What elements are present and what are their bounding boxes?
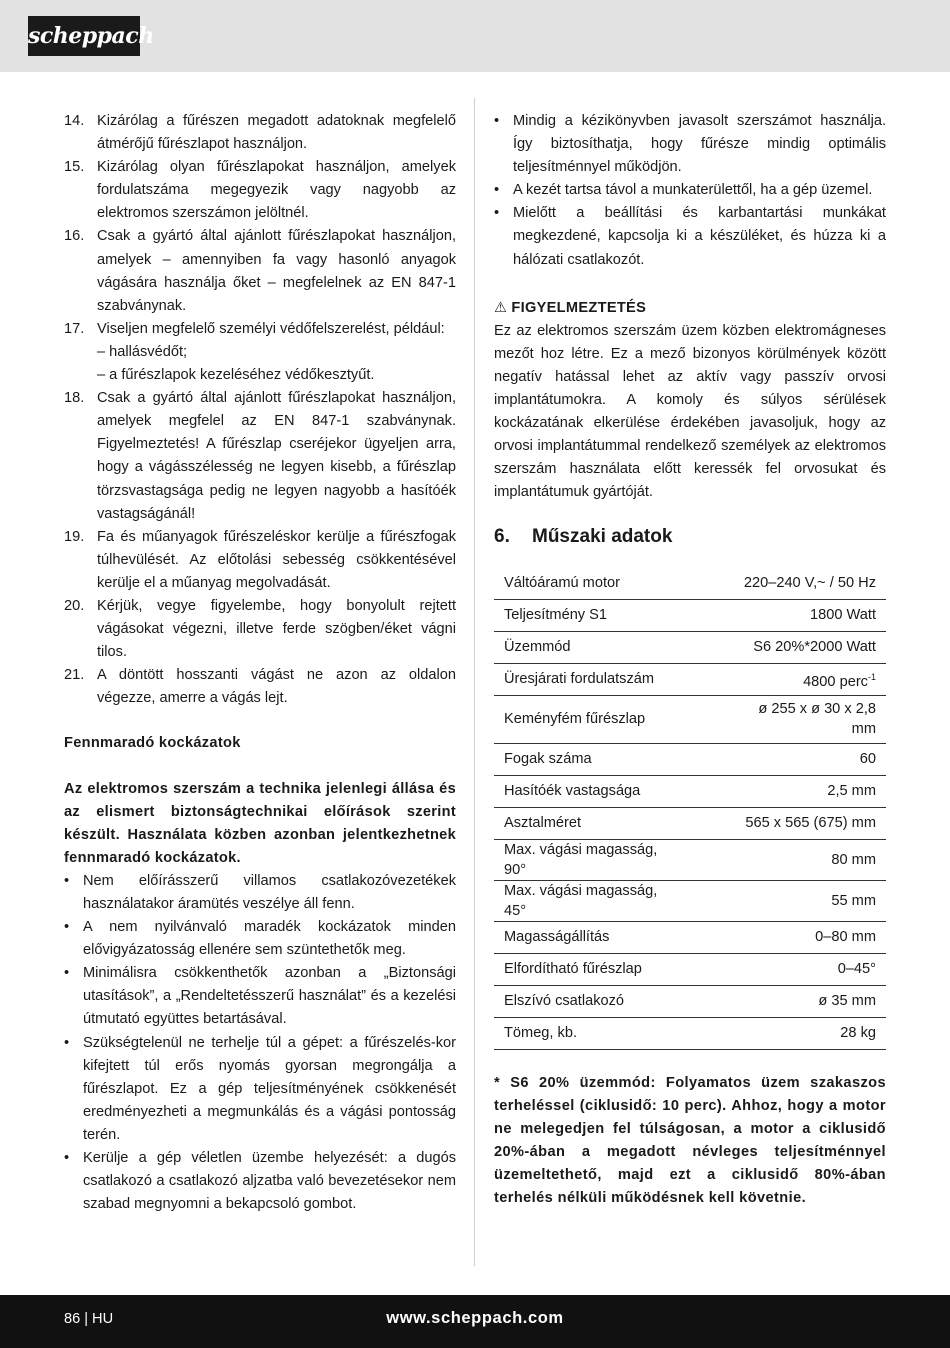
list-item: • Mielőtt a beállítási és karbantartási munkákat megkezdené, kapcsolja ki a készüléket, és húzza ki a hálózati csatlakozót. [494, 205, 886, 268]
s6-mode-note: * S6 20% üzemmód: Folyamatos üzem szakaszos terheléssel (ciklusidő: 10 perc). Ahhoz, hogy a motor ne melegedjen fel túlságosan, a motor a ciklusidő 20%-ában a megadott névleges teljesítménnyel üzemeltethető, majd ezt a ciklusidő 80%-ában terhelés nélküli működésnek kell követnie. [494, 1074, 886, 1207]
sublist-item: – a fűrészlapok kezeléséhez védőkesztyűt. [97, 367, 375, 384]
sublist-item: – hallásvédőt; [97, 343, 188, 360]
page-header [0, 0, 950, 72]
column-divider [474, 98, 475, 1266]
list-item: 16. Csak a gyártó által ajánlott fűrészlapokat használjon, amelyek – amennyiben fa vagy hasonló anyagok vágására használja őket – megfelelnek az EN 847-1 szabványnak. [64, 228, 456, 314]
left-column [64, 110, 456, 1216]
table-row: Keményfém fűrészlap ø 255 x ø 30 x 2,8 mm [494, 695, 886, 743]
table-row: Asztalméret 565 x 565 (675) mm [494, 807, 886, 839]
list-item: 14. Kizárólag a fűrészen megadott adatoknak megfelelő átmérőjű fűrészlapot használjon. [64, 113, 456, 153]
table-row: Üzemmód S6 20%*2000 Watt [494, 631, 886, 663]
list-item: 17. Viseljen megfelelő személyi védőfelszerelést, például: – hallásvédőt; – a fűrészlapok kezeléséhez védőkesztyűt. [64, 318, 456, 387]
table-row: Max. vágási magasság, 90° 80 mm [494, 839, 886, 880]
table-row: Üresjárati fordulatszám 4800 perc$^{-1}$ [494, 663, 886, 695]
right-column [494, 110, 886, 1210]
list-item: • Mindig a kézikönyvben javasolt szerszámot használja. Így biztosíthatja, hogy fűrésze mindig optimális teljesítménnyel működjön. [494, 113, 886, 176]
brand-logo: scheppach [28, 16, 140, 56]
website-link[interactable]: www.scheppach.com [386, 1309, 564, 1327]
ppe-sublist [97, 341, 456, 387]
safety-instructions-list [64, 110, 456, 710]
warning-heading: ⚠ FIGYELMEZTETÉS [494, 299, 647, 316]
list-item: • Szükségtelenül ne terhelje túl a gépet: a fűrészelés-kor kifejtett túl erős nyomás gyorsan megrongálja a fűrészlapot. Ez a gép teljesítményének csökkenését eredményezheti a megmunkálás és a vágási pontosság terén. [64, 1034, 456, 1143]
table-row: Fogak száma 60 [494, 743, 886, 775]
list-item: 18. Csak a gyártó által ajánlott fűrészlapokat használjon, amelyek megfelel az EN 847-1 szabványnak. Figyelmeztetés! A fűrészlap cseréjekor ügyeljen arra, hogy a vágásszélesség ne legyen kisebb, a fűrészlap törzsvastagsága pedig ne legyen nagyobb a hasítóék vastagságánál! [64, 390, 456, 522]
language-code: HU [92, 1311, 114, 1327]
table-row: Teljesítmény S1 1800 Watt [494, 599, 886, 631]
table-row: Hasítóék vastagsága 2,5 mm [494, 775, 886, 807]
list-item: • A kezét tartsa távol a munkaterülettől, ha a gép üzemel. [494, 182, 873, 199]
page-number: 86 | HU [64, 1311, 114, 1327]
list-item: 19. Fa és műanyagok fűrészeléskor kerülje a fűrészfogak túlhevülését. Az előtolási sebesség csökkentésével kerülje el a műanyag megolvadását. [64, 528, 456, 591]
residual-risks-list [64, 870, 456, 1216]
list-item: • Kerülje a gép véletlen üzembe helyezését: a dugós csatlakozó a csatlakozó aljzatba való bevezetésekor nem szabad megnyomni a bekapcsoló gombot. [64, 1150, 456, 1213]
table-row: Elszívó csatlakozó ø 35 mm [494, 985, 886, 1017]
table-row: Magasságállítás 0–80 mm [494, 921, 886, 953]
table-row: Tömeg, kb. 28 kg [494, 1017, 886, 1049]
warning-text: Ez az elektromos szerszám üzem közben elektromágneses mezőt hoz létre. Ez a mező bizonyos körülmények között negatív hatással lehet az aktív vagy passzív orvosi implantátumokra. A komoly és súlyos sérülések kockázatának elkerülése érdekében javasoljuk, hogy az orvosi implantátummal rendelkező személyek az elektromos szerszám használata előtt keressék fel orvosukat és implantátumuk gyártóját. [494, 322, 886, 501]
page-footer [0, 1295, 950, 1348]
list-item: • A nem nyilvánvaló maradék kockázatok minden elővigyázatosság ellenére sem szüntethetők meg. [64, 919, 456, 959]
list-item: 20. Kérjük, vegye figyelembe, hogy bonyolult rejtett vágásokat végezni, illetve ferde szögben/éket vágni tilos. [64, 597, 456, 661]
section-title: 6. Műszaki adatok [494, 525, 673, 547]
table-row: Váltóáramú motor 220–240 V,~ / 50 Hz [494, 568, 886, 600]
list-item: • Nem előírásszerű villamos csatlakozóvezetékek használatakor áramütés veszélye áll fenn. [64, 872, 456, 912]
list-item: • Minimálisra csökkenthetők azonban a „Biztonsági utasítások”, a „Rendeltetésszerű használat” és a kezelési útmutató együttes betartásával. [64, 965, 456, 1028]
residual-risks-intro: Az elektromos szerszám a technika jelenlegi állása és az elismert biztonságtechnikai előírások szerint készült. Használata közben azonban jelentkezhetnek fennmaradó kockázatok. [64, 780, 456, 866]
list-item: 15. Kizárólag olyan fűrészlapokat használjon, amelyek fordulatszáma megegyezik vagy nagyobb az elektromos szerszámon jelöltnél. [64, 159, 456, 222]
residual-risks-heading: Fennmaradó kockázatok [64, 735, 241, 752]
table-row: Elfordítható fűrészlap 0–45° [494, 953, 886, 985]
usage-tips-list [494, 110, 886, 272]
table-row: Max. vágási magasság, 45° 55 mm [494, 880, 886, 921]
specs-table [494, 568, 886, 1050]
list-item: 21. A döntött hosszanti vágást ne azon az oldalon végezze, amerre a vágás lejt. [64, 667, 456, 707]
warning-icon: ⚠ [494, 299, 508, 316]
